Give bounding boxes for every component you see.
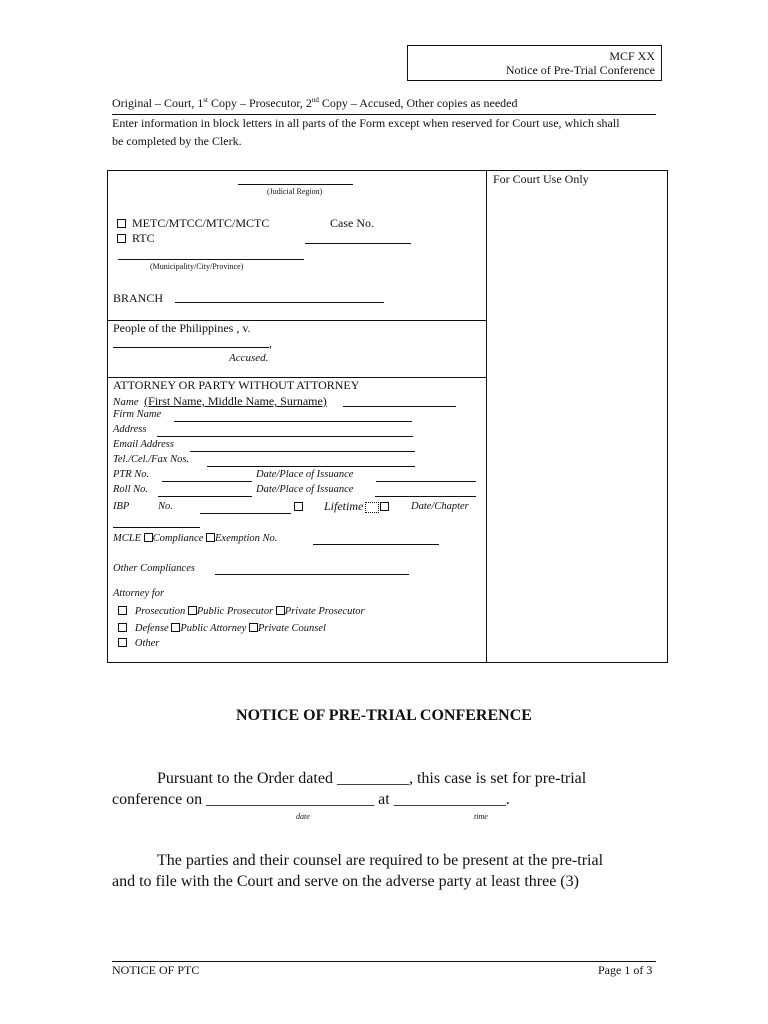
form-title: Notice of Pre-Trial Conference bbox=[505, 63, 655, 77]
branch-line[interactable] bbox=[175, 302, 384, 303]
tel-label: Tel./Cel./Fax Nos. bbox=[113, 454, 190, 465]
firm-name-line[interactable] bbox=[174, 421, 412, 422]
accused-name-line[interactable] bbox=[113, 347, 269, 348]
mcle-row: MCLE Compliance Exemption No. bbox=[113, 533, 278, 544]
form-code: MCF XX bbox=[609, 49, 655, 63]
prosecution-checkbox[interactable] bbox=[118, 606, 127, 615]
lifetime-dotted-box bbox=[365, 502, 379, 513]
ptr-line[interactable] bbox=[162, 481, 252, 482]
instructions-line-2: be completed by the Clerk. bbox=[112, 134, 242, 148]
case-no-label: Case No. bbox=[330, 216, 374, 230]
attorney-name-line[interactable] bbox=[343, 406, 456, 407]
judicial-region-label: (Judicial Region) bbox=[267, 187, 323, 196]
para1-line-1: Pursuant to the Order dated _________, this case is set for pre-trial bbox=[157, 770, 587, 787]
case-no-line[interactable] bbox=[305, 243, 411, 244]
court-type-rtc: RTC bbox=[117, 231, 155, 246]
rtc-checkbox[interactable] bbox=[117, 234, 126, 243]
date-chapter-line[interactable] bbox=[113, 527, 200, 528]
attorney-name-row: Name (First Name, Middle Name, Surname) bbox=[113, 394, 327, 408]
address-line[interactable] bbox=[157, 436, 413, 437]
firm-name-label: Firm Name bbox=[113, 409, 162, 420]
court-use-label: For Court Use Only bbox=[493, 172, 589, 186]
copies-rule bbox=[112, 114, 656, 115]
para2-line-1: The parties and their counsel are required to be present at the pre-trial bbox=[157, 852, 604, 869]
notice-title: NOTICE OF PRE-TRIAL CONFERENCE bbox=[236, 707, 532, 724]
roll-date-label: Date/Place of Issuance bbox=[256, 484, 354, 495]
time-label: time bbox=[474, 812, 488, 821]
exemption-checkbox[interactable] bbox=[206, 533, 215, 542]
ibp-no-line[interactable] bbox=[200, 513, 291, 514]
compliance-checkbox[interactable] bbox=[144, 533, 153, 542]
municipality-line[interactable] bbox=[118, 259, 304, 260]
defense-row: Defense Public Attorney Private Counsel bbox=[118, 623, 326, 634]
municipality-label: (Municipality/City/Province) bbox=[150, 262, 244, 271]
metc-checkbox[interactable] bbox=[117, 219, 126, 228]
other-row: Other bbox=[118, 638, 159, 649]
public-attorney-checkbox[interactable] bbox=[171, 623, 180, 632]
other-checkbox[interactable] bbox=[118, 638, 127, 647]
ptr-date-label: Date/Place of Issuance bbox=[256, 469, 354, 480]
branch-label: BRANCH bbox=[113, 291, 164, 305]
form-code-box bbox=[407, 45, 662, 81]
footer-rule bbox=[112, 961, 656, 962]
roll-label: Roll No. bbox=[113, 484, 149, 495]
date-chapter-label: Date/Chapter bbox=[411, 501, 469, 512]
accused-comma: , bbox=[269, 336, 272, 350]
roll-line[interactable] bbox=[158, 496, 252, 497]
footer-left: NOTICE OF PTC bbox=[112, 963, 200, 977]
court-use-divider bbox=[486, 170, 487, 663]
ptr-date-line[interactable] bbox=[376, 481, 476, 482]
footer-page: Page 1 of 3 bbox=[598, 963, 653, 977]
private-counsel-checkbox[interactable] bbox=[249, 623, 258, 632]
lifetime-checkbox[interactable] bbox=[380, 502, 389, 511]
tel-line[interactable] bbox=[207, 466, 415, 467]
attorney-for-label: Attorney for bbox=[113, 588, 165, 599]
people-label: People of the Philippines , v. bbox=[113, 321, 251, 335]
defense-checkbox[interactable] bbox=[118, 623, 127, 632]
judicial-region-line bbox=[238, 184, 353, 185]
private-prosecutor-checkbox[interactable] bbox=[276, 606, 285, 615]
exemption-line[interactable] bbox=[313, 544, 439, 545]
ibp-checkbox[interactable] bbox=[294, 502, 303, 511]
email-label: Email Address bbox=[113, 439, 174, 450]
ibp-label: IBP bbox=[113, 501, 130, 512]
instructions-line-1: Enter information in block letters in all parts of the Form except when reserved for Court use, which shall bbox=[112, 116, 620, 130]
attorney-header: ATTORNEY OR PARTY WITHOUT ATTORNEY bbox=[113, 378, 360, 392]
public-prosecutor-checkbox[interactable] bbox=[188, 606, 197, 615]
ibp-no-label: No. bbox=[158, 501, 173, 512]
other-compliances-label: Other Compliances bbox=[113, 563, 195, 574]
ptr-label: PTR No. bbox=[113, 469, 150, 480]
lifetime-label: Lifetime bbox=[324, 499, 364, 513]
copies-distribution: Original – Court, 1st Copy – Prosecutor, 2nd Copy – Accused, Other copies as needed bbox=[112, 96, 518, 110]
address-label: Address bbox=[113, 424, 147, 435]
date-label: date bbox=[296, 812, 310, 821]
other-compliances-line[interactable] bbox=[215, 574, 409, 575]
court-type-metc: METC/MTCC/MTC/MCTC bbox=[117, 216, 269, 231]
para2-line-2: and to file with the Court and serve on the adverse party at least three (3) bbox=[112, 873, 579, 890]
roll-date-line[interactable] bbox=[375, 496, 476, 497]
prosecution-row: Prosecution Public Prosecutor Private Prosecutor bbox=[118, 606, 365, 617]
accused-label: Accused. bbox=[229, 352, 269, 364]
email-line[interactable] bbox=[190, 451, 415, 452]
para1-line-2: conference on _____________________ at ______________. bbox=[112, 791, 510, 808]
